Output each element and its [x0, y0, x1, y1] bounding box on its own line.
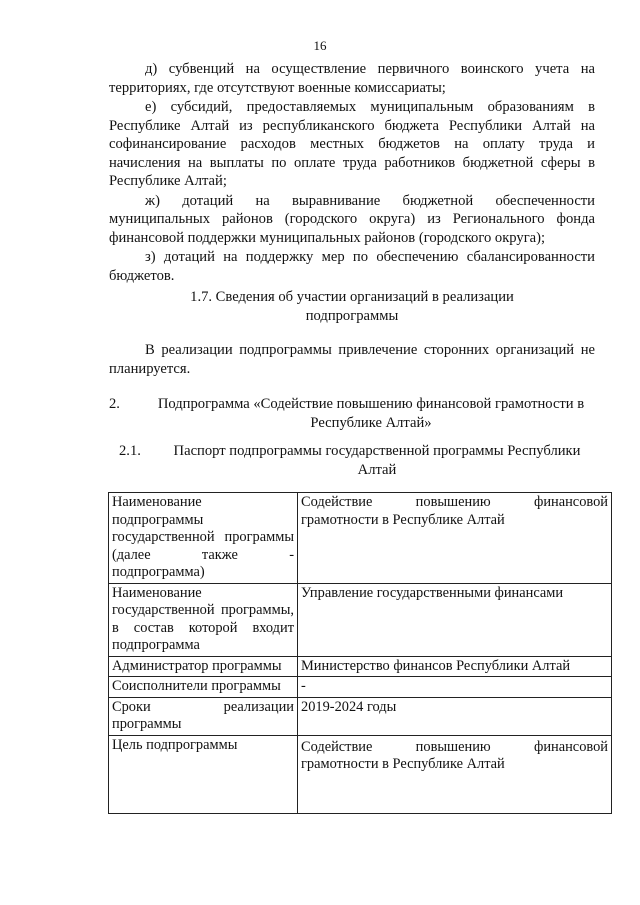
table-label-cell: Наименование государственной программы, в состав которой входит подпрограмма [109, 583, 298, 656]
section-2-number: 2. [109, 396, 120, 412]
table-row [109, 735, 612, 813]
table-row [109, 697, 612, 735]
table-label-cell: Соисполнители программы [109, 677, 298, 698]
table-row [109, 583, 612, 656]
list-item-d: д) субвенций на осуществление первичного воинского учета на территориях, где отсутствуют военные комиссариаты; [109, 61, 595, 96]
page-number: 16 [313, 38, 327, 53]
table-label-cell: Цель подпрограммы [109, 735, 298, 813]
table-row [109, 656, 612, 677]
passport-table [108, 492, 612, 814]
section-2-1-heading [119, 442, 595, 479]
list-items [109, 60, 595, 286]
section-2-1-title: Паспорт подпрограммы государственной программы Республики Алтай [173, 443, 581, 478]
list-item-e: е) субсидий, предоставляемых муниципальным образованиям в Республике Алтай из республиканского бюджета Республики Алтай на софинансирование расходов местных бюджетов на оплату труда и начисления на выплаты по оплате труда работников бюджетной сферы в Республике Алтай; [109, 99, 595, 189]
table-label-cell: Сроки реализации программы [109, 697, 298, 735]
section-1-7-heading [109, 288, 595, 325]
table-value-cell: Министерство финансов Республики Алтай [298, 656, 612, 677]
table-value-cell: - [298, 677, 612, 698]
table-row [109, 493, 612, 584]
table-label-cell: Наименование подпрограммы государственной программы (далее также - подпрограмма) [109, 493, 298, 584]
table-value-cell: Содействие повышению финансовой грамотности в Республике Алтай [298, 493, 612, 584]
table-value-cell: 2019-2024 годы [298, 697, 612, 735]
section-1-7-body [109, 341, 595, 379]
list-item-z: з) дотаций на поддержку мер по обеспечению сбалансированности бюджетов. [109, 249, 595, 284]
section-1-7-heading-line1: 1.7. Сведения об участии организаций в реализации [190, 289, 514, 305]
list-item-zh: ж) дотаций на выравнивание бюджетной обеспеченности муниципальных районов (городского округа) из Регионального фонда финансовой поддержки муниципальных районов (городского округа); [109, 192, 595, 246]
table-row [109, 677, 612, 698]
section-1-7-text: В реализации подпрограммы привлечение сторонних организаций не планируется. [109, 342, 595, 377]
section-2-title: Подпрограмма «Содействие повышению финансовой грамотности в Республике Алтай» [157, 396, 585, 431]
table-label-cell: Администратор программы [109, 656, 298, 677]
table-value-cell: Управление государственными финансами [298, 583, 612, 656]
section-2-1-number: 2.1. [119, 443, 141, 459]
table-value-cell: Содействие повышению финансовой грамотности в Республике Алтай [298, 735, 612, 813]
section-2-heading [109, 395, 595, 432]
section-1-7-heading-line2: подпрограммы [305, 307, 399, 324]
